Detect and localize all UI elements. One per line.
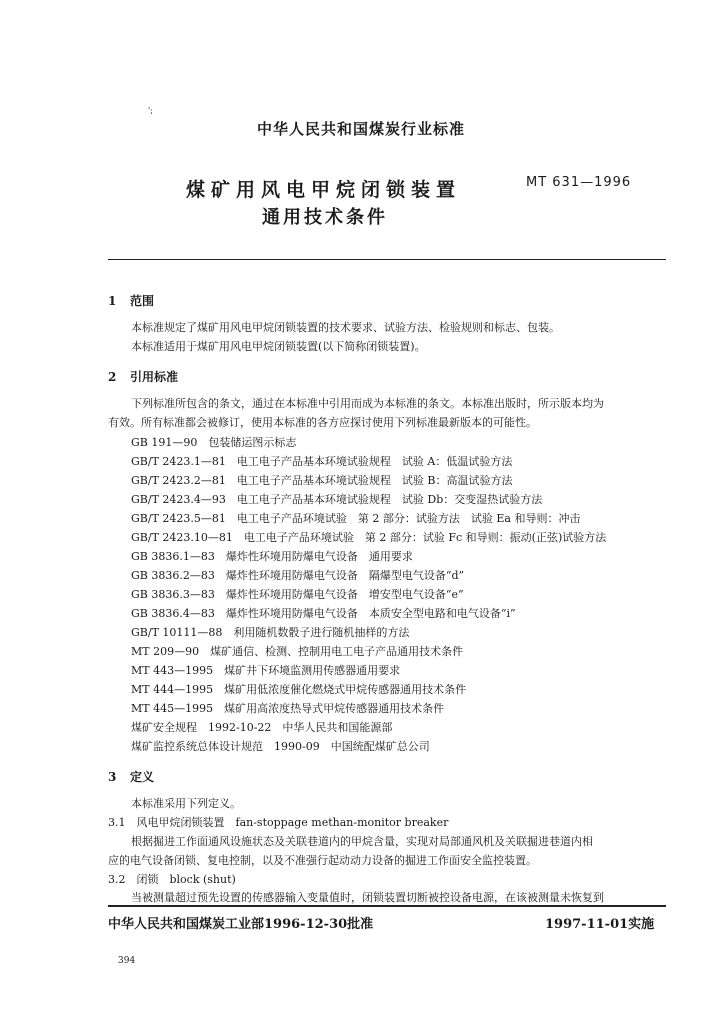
- reference-item: GB 3836.4—83 爆炸性环境用防爆电气设备 本质安全型电路和电气设备“i”: [131, 607, 516, 620]
- paragraph: 根据掘进工作面通风设施状态及关联巷道内的甲烷含量，实现对局部通风机及关联掘进巷道内相: [131, 835, 593, 848]
- issuing-organization: 中华人民共和国煤炭行业标准: [256, 120, 465, 138]
- paragraph: 下列标准所包含的条文，通过在本标准中引用而成为本标准的条文。本标准出版时，所示版本均为: [131, 397, 604, 410]
- reference-item: MT 443—1995 煤矿井下环境监测用传感器通用要求: [131, 664, 401, 677]
- approval-line: 中华人民共和国煤炭工业部1996-12-30批准: [108, 917, 374, 932]
- reference-item: GB/T 2423.10—81 电工电子产品环境试验 第 2 部分：试验 Fc 和导则：振动(正弦)试验方法: [131, 531, 607, 544]
- reference-item: GB/T 2423.5—81 电工电子产品环境试验 第 2 部分：试验方法 试验 Ea 和导则：冲击: [131, 512, 581, 525]
- standard-number: MT 631—1996: [526, 175, 632, 190]
- document-subtitle: 通用技术条件: [262, 207, 388, 228]
- document-title: 煤矿用风电甲烷闭锁装置: [186, 179, 462, 201]
- footer-rule: [108, 905, 666, 907]
- reference-item: MT 209—90 煤矿通信、检测、控制用电工电子产品通用技术条件: [131, 645, 464, 658]
- reference-item: GB/T 2423.2—81 电工电子产品基本环境试验规程 试验 B：高温试验方法: [131, 474, 513, 487]
- reference-item: 煤矿监控系统总体设计规范 1990-09 中国统配煤矿总公司: [131, 740, 430, 753]
- reference-item: 煤矿安全规程 1992-10-22 中华人民共和国能源部: [131, 721, 393, 734]
- scan-mark: ';: [148, 106, 153, 115]
- section-number: 3: [108, 770, 117, 784]
- definition-heading: 3.1 风电甲烷闭锁装置 fan-stoppage methan-monitor breaker: [108, 816, 449, 829]
- section-2-heading: [108, 368, 178, 385]
- reference-item: GB/T 10111—88 利用随机数骰子进行随机抽样的方法: [131, 626, 410, 639]
- implementation-date: 1997-11-01实施: [545, 917, 655, 932]
- paragraph: 本标准规定了煤矿用风电甲烷闭锁装置的技术要求、试验方法、检验规则和标志、包装。: [131, 321, 560, 334]
- paragraph: 本标准采用下列定义。: [131, 797, 241, 810]
- reference-item: GB/T 2423.4—93 电工电子产品基本环境试验规程 试验 Db：交变湿热试验方法: [131, 493, 543, 506]
- section-1-heading: [108, 292, 154, 309]
- reference-item: GB 3836.2—83 爆炸性环境用防爆电气设备 隔爆型电气设备“d”: [131, 569, 465, 582]
- paragraph: 本标准适用于煤矿用风电甲烷闭锁装置(以下简称闭锁装置)。: [131, 340, 426, 353]
- header-rule: [108, 259, 666, 260]
- section-3-heading: [108, 768, 154, 785]
- paragraph: 当被测量超过预先设置的传感器输入变量值时，闭锁装置切断被控设备电源，在该被测量未恢复到: [131, 891, 604, 904]
- section-number: 1: [108, 294, 117, 308]
- section-title: 定义: [130, 770, 155, 784]
- reference-item: GB 3836.1—83 爆炸性环境用防爆电气设备 通用要求: [131, 550, 413, 563]
- reference-item: GB/T 2423.1—81 电工电子产品基本环境试验规程 试验 A：低温试验方法: [131, 455, 513, 468]
- reference-item: GB 3836.3—83 爆炸性环境用防爆电气设备 增安型电气设备“e”: [131, 588, 464, 601]
- paragraph: 有效。所有标准都会被修订，使用本标准的各方应探讨使用下列标准最新版本的可能性。: [108, 416, 537, 429]
- paragraph: 应的电气设备闭锁、复电控制，以及不准强行起动动力设备的掘进工作面安全监控装置。: [108, 854, 537, 867]
- section-title: 范围: [130, 294, 155, 308]
- reference-item: GB 191—90 包装储运图示标志: [131, 436, 297, 449]
- reference-item: MT 444—1995 煤矿用低浓度催化燃烧式甲烷传感器通用技术条件: [131, 683, 467, 696]
- section-number: 2: [108, 370, 117, 384]
- page-number: 394: [118, 956, 136, 966]
- reference-item: MT 445—1995 煤矿用高浓度热导式甲烷传感器通用技术条件: [131, 702, 445, 715]
- definition-heading: 3.2 闭锁 block (shut): [108, 873, 236, 886]
- section-title: 引用标准: [130, 370, 179, 384]
